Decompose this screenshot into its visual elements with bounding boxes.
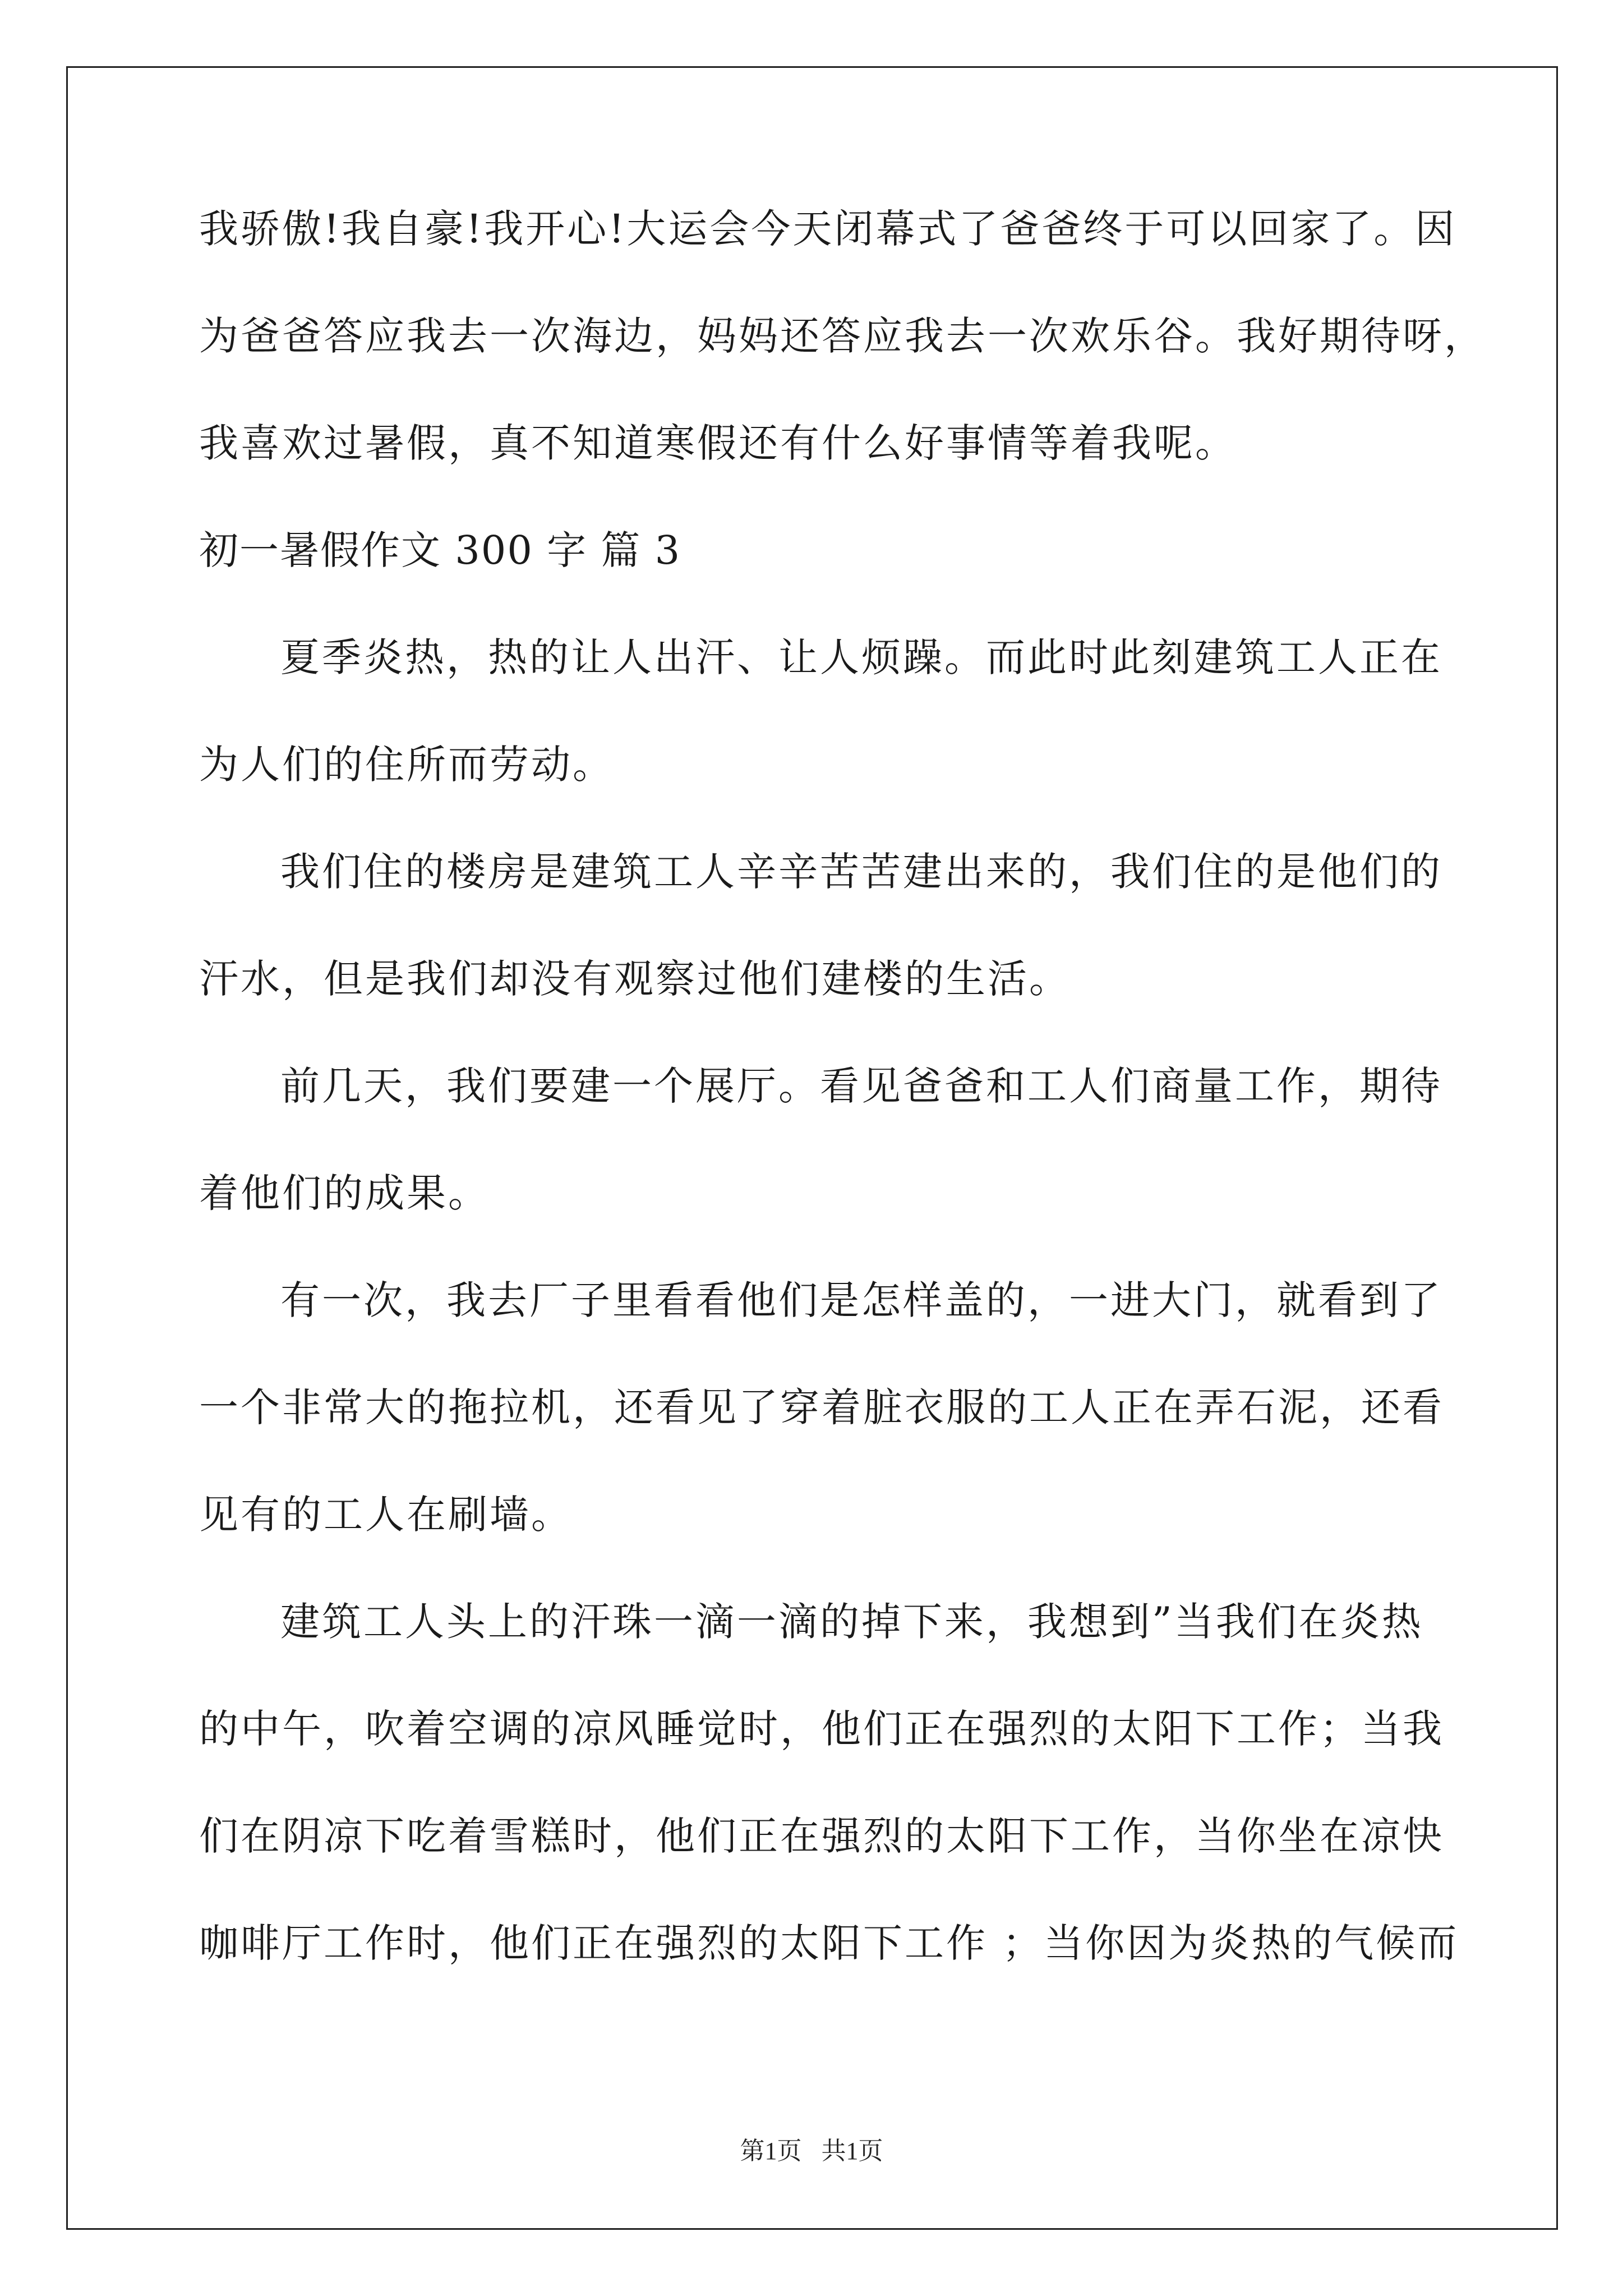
text-line: 见有的工人在刷墙。: [199, 1492, 573, 1538]
paragraph-6: [199, 1595, 1459, 1970]
text-line: 们在阴凉下吃着雪糕时，他们正在强烈的太阳下工作，当你坐在凉快: [199, 1813, 1444, 1859]
paragraph-3: [199, 845, 1442, 1006]
text-line: 为人们的住所而劳动。: [199, 742, 614, 788]
heading-text: 初一暑假作文 300 字 篇 3: [199, 527, 681, 573]
page-number: 第1页: [740, 2137, 802, 2165]
text-line: 一个非常大的拖拉机，还看见了穿着脏衣服的工人正在弄石泥，还看: [199, 1384, 1444, 1430]
section-heading: [199, 523, 1427, 577]
text-line: 汗水，但是我们却没有观察过他们建楼的生活。: [199, 956, 1071, 1002]
text-line: 有一次，我去厂子里看看他们是怎样盖的，一进大门，就看到了: [280, 1277, 1442, 1323]
paragraph-4: [199, 1059, 1442, 1220]
paragraph-5: [199, 1273, 1444, 1542]
text-line: 我们住的楼房是建筑工人辛辛苦苦建出来的，我们住的是他们的: [280, 849, 1442, 895]
text-line: 我骄傲!我自豪!我开心!大运会今天闭幕式了爸爸终于可以回家了。因: [199, 206, 1457, 252]
text-line: 咖啡厅工作时，他们正在强烈的太阳下工作 ；当你因为炎热的气候而: [199, 1920, 1459, 1966]
text-line: 为爸爸答应我去一次海边，妈妈还答应我去一次欢乐谷。我好期待呀，: [199, 313, 1486, 359]
text-line: 夏季炎热，热的让人出汗、让人烦躁。而此时此刻建筑工人正在: [280, 634, 1442, 680]
page-footer: [0, 2134, 1623, 2168]
text-line: 我喜欢过暑假，真不知道寒假还有什么好事情等着我呢。: [199, 420, 1237, 466]
text-line: 前几天，我们要建一个展厅。看见爸爸和工人们商量工作，期待: [280, 1063, 1442, 1109]
document-body: [199, 202, 1486, 1970]
page-total: 共1页: [821, 2137, 883, 2165]
text-line: 建筑工人头上的汗珠一滴一滴的掉下来，我想到”当我们在炎热: [280, 1599, 1423, 1645]
paragraph-1: [199, 202, 1486, 470]
text-line: 着他们的成果。: [199, 1170, 490, 1216]
text-line: 的中午，吹着空调的凉风睡觉时，他们正在强烈的太阳下工作；当我: [199, 1706, 1444, 1752]
paragraph-2: [199, 631, 1442, 792]
